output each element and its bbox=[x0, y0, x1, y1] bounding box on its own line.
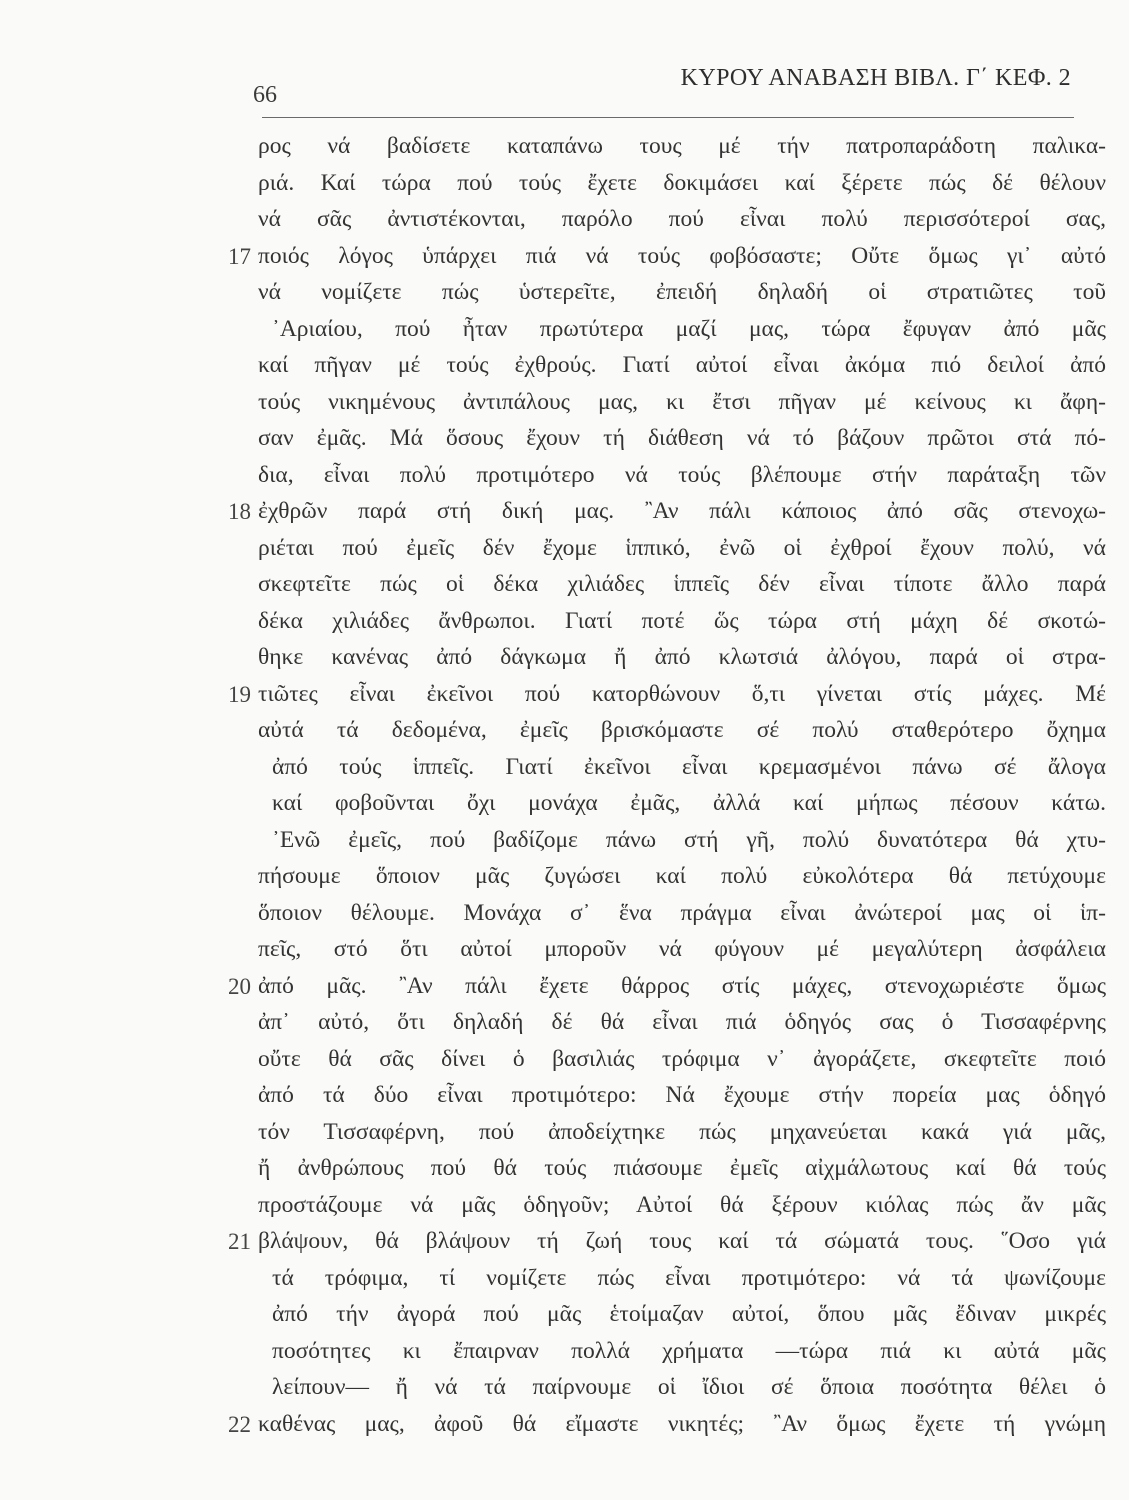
line-text: ἀπό μᾶς. ῍Αν πάλι ἔχετε θάρρος στίς μάχες, στενοχωριέστε ὅμως bbox=[258, 972, 1106, 999]
text-line bbox=[0, 895, 1129, 932]
text-line bbox=[0, 712, 1129, 749]
line-text: δια, εἶναι πολύ προτιμότερο νά τούς βλέπουμε στήν παράταξη τῶν bbox=[258, 461, 1106, 488]
text-line bbox=[0, 1187, 1129, 1224]
text-line bbox=[0, 968, 1129, 1005]
line-text: ἀπό τούς ἱππεῖς. Γιατί ἐκεῖνοι εἶναι κρεμασμένοι πάνω σέ ἄλογα bbox=[272, 753, 1106, 780]
header-rule bbox=[262, 117, 1074, 118]
line-text: προστάζουμε νά μᾶς ὁδηγοῦν; Αὐτοί θά ξέρουν κιόλας πώς ἄν μᾶς bbox=[258, 1191, 1106, 1218]
line-text: ἀπό τά δύο εἶναι προτιμότερο: Νά ἔχουμε στήν πορεία μας ὁδηγό bbox=[258, 1082, 1106, 1108]
line-text: καθένας μας, ἀφοῦ θά εἴμαστε νικητές; ῍Αν ὅμως ἔχετε τή γνώμη bbox=[258, 1410, 1106, 1437]
line-text: σκεφτεῖτε πώς οἱ δέκα χιλιάδες ἱππεῖς δέν εἶναι τίποτε ἄλλο παρά bbox=[258, 571, 1106, 597]
line-text: σαν ἐμᾶς. Μά ὅσους ἔχουν τή διάθεση νά τό βάζουν πρῶτοι στά πό- bbox=[258, 425, 1106, 451]
page-number: 66 bbox=[253, 82, 277, 108]
text-line bbox=[0, 785, 1129, 822]
line-text: ποιός λόγος ὑπάρχει πιά νά τούς φοβόσαστε; Οὔτε ὅμως γι᾽ αὐτό bbox=[258, 242, 1106, 269]
line-text: ᾽Ενῶ ἐμεῖς, πού βαδίζομε πάνω στή γῆ, πολύ δυνατότερα θά χτυ- bbox=[272, 826, 1106, 853]
line-text: καί φοβοῦνται ὄχι μονάχα ἐμᾶς, ἀλλά καί μήπως πέσουν κάτω. bbox=[272, 790, 1106, 816]
line-text: ὅποιον θέλουμε. Μονάχα σ᾽ ἕνα πράγμα εἶναι ἀνώτεροί μας οἱ ἱπ- bbox=[258, 899, 1106, 926]
section-number: 21 bbox=[228, 1229, 251, 1254]
section-number: 18 bbox=[228, 499, 251, 524]
text-line bbox=[0, 201, 1129, 238]
line-text: τά τρόφιμα, τί νομίζετε πώς εἶναι προτιμότερο: νά τά ψωνίζουμε bbox=[272, 1264, 1106, 1291]
line-text: ριέται πού ἐμεῖς δέν ἔχομε ἱππικό, ἐνῶ οἱ ἐχθροί ἔχουν πολύ, νά bbox=[258, 534, 1106, 561]
line-text: τιῶτες εἶναι ἐκεῖνοι πού κατορθώνουν ὅ,τι γίνεται στίς μάχες. Μέ bbox=[258, 680, 1106, 707]
line-text: λείπουν— ἤ νά τά παίρνουμε οἱ ἴδιοι σέ ὅποια ποσότητα θέλει ὁ bbox=[272, 1374, 1106, 1400]
line-text: βλάψουν, θά βλάψουν τή ζωή τους καί τά σώματά τους. ῞Οσο γιά bbox=[258, 1228, 1106, 1254]
text-line bbox=[0, 749, 1129, 786]
text-line bbox=[0, 1041, 1129, 1078]
line-text: οὔτε θά σᾶς δίνει ὁ βασιλιάς τρόφιμα ν᾽ ἀγοράζετε, σκεφτεῖτε ποιό bbox=[258, 1045, 1106, 1072]
text-line bbox=[0, 1150, 1129, 1187]
text-line bbox=[0, 311, 1129, 348]
text-line bbox=[0, 858, 1129, 895]
line-text: πήσουμε ὅποιον μᾶς ζυγώσει καί πολύ εὐκολότερα θά πετύχουμε bbox=[258, 863, 1106, 889]
text-line bbox=[0, 1223, 1129, 1260]
line-text: καί πῆγαν μέ τούς ἐχθρούς. Γιατί αὐτοί εἶναι ἀκόμα πιό δειλοί ἀπό bbox=[258, 352, 1106, 378]
text-line bbox=[0, 165, 1129, 202]
text-line bbox=[0, 347, 1129, 384]
text-line bbox=[0, 457, 1129, 494]
line-text: ἐχθρῶν παρά στή δική μας. ῍Αν πάλι κάποιος ἀπό σᾶς στενοχω- bbox=[258, 498, 1106, 524]
text-line bbox=[0, 603, 1129, 640]
text-line bbox=[0, 128, 1129, 165]
line-text: νά νομίζετε πώς ὑστερεῖτε, ἐπειδή δηλαδή οἱ στρατιῶτες τοῦ bbox=[258, 279, 1106, 305]
text-line bbox=[0, 384, 1129, 421]
line-text: τούς νικημένους ἀντιπάλους μας, κι ἔτσι πῆγαν μέ κείνους κι ἄφη- bbox=[258, 388, 1106, 415]
section-number: 17 bbox=[228, 243, 251, 269]
line-text: τόν Τισσαφέρνη, πού ἀποδείχτηκε πώς μηχανεύεται κακά γιά μᾶς, bbox=[258, 1118, 1106, 1145]
line-text: ριά. Καί τώρα πού τούς ἔχετε δοκιμάσει καί ξέρετε πώς δέ θέλουν bbox=[258, 169, 1106, 196]
text-line bbox=[0, 1296, 1129, 1333]
line-text: ποσότητες κι ἔπαιρναν πολλά χρήματα —τώρα πιά κι αὐτά μᾶς bbox=[272, 1337, 1106, 1364]
text-line bbox=[0, 1369, 1129, 1406]
line-text: θηκε κανένας ἀπό δάγκωμα ἤ ἀπό κλωτσιά ἀλόγου, παρά οἱ στρα- bbox=[258, 644, 1106, 670]
line-text: ἤ ἀνθρώπους πού θά τούς πιάσουμε ἐμεῖς αἰχμάλωτους καί θά τούς bbox=[258, 1155, 1106, 1181]
body-text bbox=[0, 128, 1129, 1442]
text-line bbox=[0, 1406, 1129, 1443]
line-text: αὐτά τά δεδομένα, ἐμεῖς βρισκόμαστε σέ πολύ σταθερότερο ὄχημα bbox=[258, 717, 1106, 743]
section-number: 20 bbox=[228, 973, 251, 999]
text-line bbox=[0, 639, 1129, 676]
section-number: 22 bbox=[228, 1411, 251, 1437]
running-head: ΚΥΡΟΥ ΑΝΑΒΑΣΗ ΒΙΒΛ. Γ΄ ΚΕΦ. 2 bbox=[680, 65, 1071, 91]
text-line bbox=[0, 822, 1129, 859]
text-line bbox=[0, 676, 1129, 713]
text-line bbox=[0, 1004, 1129, 1041]
line-text: ἀπό τήν ἀγορά πού μᾶς ἑτοίμαζαν αὐτοί, ὅπου μᾶς ἔδιναν μικρές bbox=[272, 1301, 1106, 1327]
text-line bbox=[0, 1114, 1129, 1151]
text-line bbox=[0, 566, 1129, 603]
text-line bbox=[0, 1077, 1129, 1114]
line-text: δέκα χιλιάδες ἄνθρωποι. Γιατί ποτέ ὥς τώρα στή μάχη δέ σκοτώ- bbox=[258, 607, 1106, 634]
text-line bbox=[0, 530, 1129, 567]
section-number: 19 bbox=[228, 681, 251, 707]
text-line bbox=[0, 420, 1129, 457]
line-text: ρος νά βαδίσετε καταπάνω τους μέ τήν πατροπαράδοτη παλικα- bbox=[258, 133, 1106, 159]
line-text: πεῖς, στό ὅτι αὐτοί μποροῦν νά φύγουν μέ μεγαλύτερη ἀσφάλεια bbox=[258, 936, 1106, 962]
text-line bbox=[0, 931, 1129, 968]
line-text: ᾽Αριαίου, πού ἦταν πρωτύτερα μαζί μας, τώρα ἔφυγαν ἀπό μᾶς bbox=[272, 315, 1106, 342]
text-line bbox=[0, 238, 1129, 275]
text-line bbox=[0, 274, 1129, 311]
line-text: ἀπ᾽ αὐτό, ὅτι δηλαδή δέ θά εἶναι πιά ὁδηγός σας ὁ Τισσαφέρνης bbox=[258, 1009, 1106, 1035]
text-line bbox=[0, 1260, 1129, 1297]
text-line bbox=[0, 493, 1129, 530]
text-line bbox=[0, 1333, 1129, 1370]
line-text: νά σᾶς ἀντιστέκονται, παρόλο πού εἶναι πολύ περισσότεροί σας, bbox=[258, 206, 1106, 232]
